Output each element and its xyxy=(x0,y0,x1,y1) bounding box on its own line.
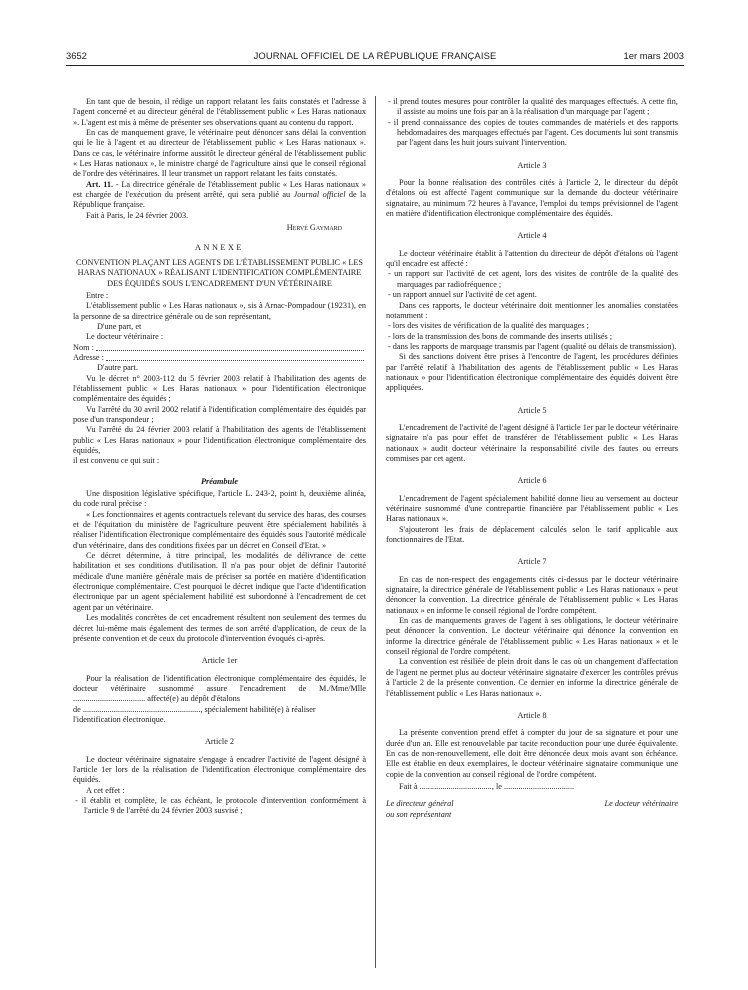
entre: Entre : xyxy=(86,290,109,300)
signature-left: Le directeur général ou son représentant xyxy=(386,799,454,819)
paragraph: Les modalités concrètes de cet encadrement résultent non seulement des termes du décret lui-même mais également des termes de son arrêté d'application, de ceux de la présente convention et de ceux du protocole d'intervention évoqués ci-après. xyxy=(73,613,366,643)
paragraph: Si des sanctions doivent être prises à l'encontre de l'agent, les procédures définies par l'arrêté relatif à l'habilitation des agents de l'établissement public « Les Haras nationaux » pour l'identification électronique complémentaire des équidés doivent être appliquées. xyxy=(386,352,678,393)
adresse-line: Adresse : xyxy=(73,353,366,363)
fait-a-paris: Fait à Paris, le 24 février 2003. xyxy=(86,210,189,220)
page-number: 3652 xyxy=(66,50,87,61)
paragraph: S'ajouteront les frais de déplacement calculés selon le tarif applicable aux fonctionnaires de l'Etat. xyxy=(386,524,678,545)
paragraph: l'identification électronique. xyxy=(73,714,166,724)
list-item: - un rapport sur l'activité de cet agent, lors des visites de contrôle de la qualité des marquages par radiofréquence ; xyxy=(388,269,678,289)
list-item: - un rapport annuel sur l'activité de cet agent. xyxy=(388,290,537,300)
column-divider xyxy=(375,96,376,968)
paragraph: A cet effet : xyxy=(86,785,125,795)
article-title: Article 7 xyxy=(517,557,547,567)
left-column xyxy=(73,97,366,817)
signature-block xyxy=(386,799,678,820)
list-item: - lors des visites de vérification de la qualité des marquages ; xyxy=(388,321,589,331)
signatory: Hervé Gaymard xyxy=(286,223,342,233)
paragraph: Dans ces rapports, le docteur vétérinaire doit mentionner les anomalies constatées notamment : xyxy=(386,300,678,320)
paragraph: Le docteur vétérinaire établit à l'attention du directeur de dépôt d'étalons où l'agent qu'il encadre est affecté : xyxy=(386,248,678,269)
dotted-fill xyxy=(106,360,364,361)
article-title: Article 6 xyxy=(517,476,547,486)
list-item: - il prend connaissance des copies de toutes commandes de matériels et des rapports hebdomadaires des marquages effectués par l'agent. Ces documents lui sont transmis par l'agent dans les huit jours suivant l'intervention. xyxy=(388,117,678,148)
article-title: Article 3 xyxy=(517,160,547,170)
paragraph: En cas de manquements graves de l'agent à ses obligations, le docteur vétérinaire peut dénoncer la convention. Le docteur vétérinaire qui dénonce la convention en informe la directrice générale de l'établissement public « Les Haras nationaux » et le conseil régional de l'ordre compétent. xyxy=(386,616,678,657)
list-item: - il prend toutes mesures pour contrôler la qualité des marquages effectués. A cette fin, il assiste au moins une fois par an à la réalisation d'un marquage par l'agent ; xyxy=(388,97,678,117)
paragraph: L'encadrement de l'activité de l'agent désigné à l'article 1er par le docteur vétérinaire signataire n'a pas pour effet de transférer de l'établissement public « Les Haras nationaux » audit docteur vétérinaire la responsabilité civile des fautes ou erreurs commises par cet agent. xyxy=(386,422,678,463)
right-column xyxy=(386,97,678,820)
list-item: - lors de la transmission des bons de commande des inserts utilisés ; xyxy=(388,331,613,341)
paragraph: La convention est résiliée de plein droit dans le cas où un changement d'affectation de l'agent ne permet plus au docteur vétérinaire signataire d'exercer les contrôles prévus à l'article 2 de la présente convention. Ce dernier en informe la directrice générale de l'établissement public « Les Haras nationaux ». xyxy=(386,657,678,698)
list-item: - il établit et complète, le cas échéant, le protocole d'intervention conformément à l'article 9 de l'arrêté du 24 février 2003 susvisé ; xyxy=(75,795,366,816)
paragraph: Une disposition législative spécifique, l'article L. 243-2, point h, deuxième alinéa, du code rural précise : xyxy=(73,489,366,509)
preamble-title: Préambule xyxy=(200,476,239,486)
paragraph: il est convenu ce qui suit : xyxy=(73,456,160,466)
article-title: Article 2 xyxy=(204,737,235,747)
paragraph: Pour la réalisation de l'identification électronique complémentaire des équidés, le docteur vétérinaire susnommé assure l'encadrement de M./Mme/Mlle ................................... affecté(e) au dépôt d'étalons xyxy=(73,673,366,704)
dotted-fill xyxy=(96,350,364,351)
paragraph: Le docteur vétérinaire signataire s'engage à encadrer l'activité de l'agent désigné à l'article 1er lors de la réalisation de l'identification électronique complémentaire des équidés. xyxy=(73,754,366,785)
article-title: Article 5 xyxy=(517,405,547,415)
convention-title: CONVENTION PLAÇANT LES AGENTS DE L'ÉTABLISSEMENT PUBLIC « LES HARAS NATIONAUX » RÉALISANT L'IDENTIFICATION COMPLÉMENTAIRE DES ÉQUIDÉS SOUS L'ENCADREMENT D'UN VÉTÉRINAIRE xyxy=(76,257,363,288)
page-header xyxy=(66,49,684,63)
journal-title: JOURNAL OFFICIEL DE LA RÉPUBLIQUE FRANÇAISE xyxy=(253,50,497,61)
paragraph: L'encadrement de l'agent spécialement habilité donne lieu au versement au docteur vétérinaire susnommé d'une contrepartie financière par l'établissement public « Les Haras nationaux ». xyxy=(386,493,678,524)
journal-officiel-italic: Journal officiel xyxy=(293,190,346,200)
fait-a-line: Fait à ..................................., le .................................. xyxy=(399,781,575,791)
le-docteur: Le docteur vétérinaire : xyxy=(86,332,164,342)
annexe-title: ANNEXE xyxy=(195,243,244,253)
paragraph: L'établissement public « Les Haras nationaux », sis à Arnac-Pompadour (19231), en la personne de sa directrice générale ou de son représentant, xyxy=(73,301,366,321)
article-title: Article 8 xyxy=(517,710,547,720)
paragraph: En cas de manquement grave, le vétérinaire peut dénoncer sans délai la convention qui le lie à l'agent et au directeur de l'établissement public « Les Haras nationaux ». Dans ce cas, le vétérinaire informe aussitôt le directeur général de l'établissement public « Les Haras nationaux », le ministre chargé de l'agriculture ainsi que le conseil régional de l'ordre des vétérinaires. Il leur transmet un rapport relatant les faits constatés. xyxy=(73,128,366,179)
signature-right: Le docteur vétérinaire xyxy=(604,799,678,809)
nom-line: Nom : xyxy=(73,343,366,353)
article-title: Article 4 xyxy=(517,231,547,241)
paragraph: de ........................................................., spécialement habilité(e) à réaliser xyxy=(73,704,316,714)
article-11: Art. 11. - La directrice générale de l'établissement public « Les Haras nationaux » est chargée de l'exécution du présent arrêté, qui sera publié au Journal officiel de la République française. xyxy=(73,179,366,210)
paragraph: « Les fonctionnaires et agents contractuels relevant du service des haras, des courses et de l'équitation du ministère de l'agriculture peuvent être spécialement habilités à réaliser l'identification électronique complémentaire des équidés sous l'autorité médicale d'un vétérinaire, dans des conditions fixées par un décret en Conseil d'Etat. » xyxy=(73,509,366,550)
header-rule xyxy=(66,65,684,66)
issue-date: 1er mars 2003 xyxy=(623,50,684,61)
article-label: Art. 11. xyxy=(86,179,114,189)
dautre-part: D'autre part. xyxy=(97,363,138,373)
paragraph: Pour la bonne réalisation des contrôles cités à l'article 2, le directeur du dépôt d'étalons où est affecté l'agent communique sur la demande du docteur vétérinaire signataire, au minimum 72 heures à l'avance, l'emploi du temps prévisionnel de l'agent en matière d'identification électronique complémentaire des équidés. xyxy=(386,178,678,219)
paragraph: Vu le décret n° 2003-112 du 5 février 2003 relatif à l'habilitation des agents de l'établissement public « Les Haras nationaux » pour l'identification électronique complémentaire des équidés ; xyxy=(73,373,366,404)
paragraph: En tant que de besoin, il rédige un rapport relatant les faits constatés et l'adresse à l'agent concerné et au directeur général de l'établissement public « Les Haras nationaux ». L'agent est mis à même de présenter ses observations quant au contenu du rapport. xyxy=(73,97,366,127)
dune-part: D'une part, et xyxy=(97,321,142,331)
paragraph: La présente convention prend effet à compter du jour de sa signature et pour une durée d'un an. Elle est renouvelable par tacite reconduction pour une durée équivalente. En cas de non-renouvellement, elle doit être dénoncée deux mois avant son échéance. Elle est établie en deux exemplaires, le docteur vétérinaire signataire communique une copie de la convention au conseil régional de l'ordre compétent. xyxy=(386,728,678,779)
paragraph: Vu l'arrêté du 30 avril 2002 relatif à l'identification complémentaire des équidés par pose d'un transpondeur ; xyxy=(73,404,366,424)
list-item: - dans les rapports de marquage transmis par l'agent (qualité ou délais de transmission). xyxy=(388,341,677,351)
article-title: Article 1er xyxy=(201,656,238,666)
paragraph: Ce décret détermine, à titre principal, les modalités de délivrance de cette habilitation et ses conditions d'utilisation. Il n'a pas pour objet de définir l'autorité médicale d'une manière générale mais de préciser sa portée en matière d'identification électronique complémentaire. C'est pourquoi le décret indique que l'acte d'identification électronique par un agent spécialement habilité est subordonné à l'encadrement de cet agent par un vétérinaire. xyxy=(73,551,366,612)
paragraph: En cas de non-respect des engagements cités ci-dessus par le docteur vétérinaire signataire, la directrice générale de l'établissement public « Les Haras nationaux » peut dénoncer la convention. La directrice générale de l'établissement public « Les Haras nationaux » en informe le conseil régional de l'ordre compétent. xyxy=(386,574,678,615)
paragraph: Vu l'arrêté du 24 février 2003 relatif à l'habilitation des agents de l'établissement public « Les Haras nationaux » pour l'identification électronique complémentaire des équidés, xyxy=(73,425,366,455)
